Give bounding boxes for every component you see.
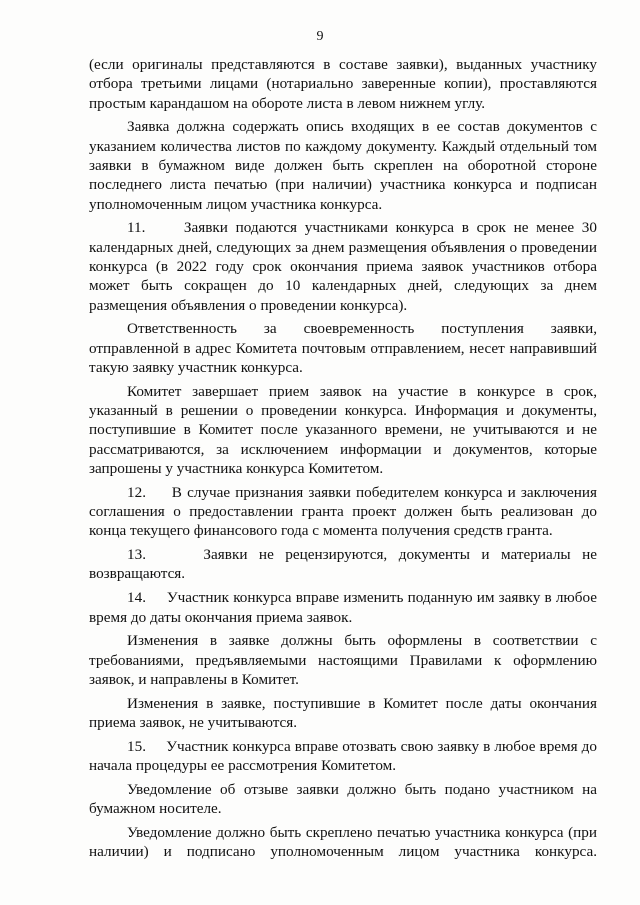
paragraph-item-11: 11. Заявки подаются участниками конкурса в срок не менее 30 календарных дней, следующих за днем размещения объявления о проведении конкурса (в 2022 году срок окончания приема заявок участников отбора может быть сокращен до 10 календарных дней, следующих за днем размещения объявления о проведении конкурса). [89,219,597,314]
paragraph-acceptance-deadline: Комитет завершает прием заявок на участие в конкурсе в срок, указанный в решении о проведении конкурса. Информация и документы, поступившие в Комитет после указанного времени, не учитываются и не рассматриваются, за исключением информации и документов, которые запрошены у участника конкурса Комитетом. [89,382,597,477]
document-body [89,55,597,866]
paragraph-inventory-requirement: Заявка должна содержать опись входящих в ее состав документов с указанием количества листов по каждому документу. Каждый отдельный том заявки в бумажном виде должен быть скреплен на оборотной стороне последнего листа печатью (при наличии) участника конкурса и подписан уполномоченным лицом участника конкурса. [89,118,597,213]
paragraph-item-12: 12. В случае признания заявки победителем конкурса и заключения соглашения о предоставлении гранта проект должен быть реализован до конца текущего финансового года с момента получения средств гранта. [89,483,597,540]
paragraph-withdrawal-notice: Уведомление об отзыве заявки должно быть подано участником на бумажном носителе. [89,780,597,818]
paragraph-postal-responsibility: Ответственность за своевременность поступления заявки, отправленной в адрес Комитета почтовым отправлением, несет направивший такую заявку участник конкурса. [89,320,597,376]
paragraph-item-14: 14. Участник конкурса вправе изменить поданную им заявку в любое время до даты окончания приема заявок. [89,589,597,626]
paragraph-late-changes: Изменения в заявке, поступившие в Комитет после даты окончания приема заявок, не учитываются. [89,694,597,731]
paragraph-item-13: 13. Заявки не рецензируются, документы и материалы не возвращаются. [89,546,597,583]
page-number: 9 [316,29,324,44]
paragraph-continuation: (если оригиналы представляются в составе заявки), выданных участнику отбора третьими лицами (нотариально заверенные копии), проставляются простым карандашом на обороте листа в левом нижнем углу. [89,56,597,112]
paragraph-item-15: 15. Участник конкурса вправе отозвать свою заявку в любое время до начала процедуры ее рассмотрения Комитетом. [89,737,597,775]
paragraph-notice-seal: Уведомление должно быть скреплено печатью участника конкурса (при наличии) и подписано уполномоченным лицом участника конкурса. [89,823,597,861]
paragraph-changes-format: Изменения в заявке должны быть оформлены в соответствии с требованиями, предъявляемыми настоящими Правилами к оформлению заявок, и направлены в Комитет. [89,632,597,688]
